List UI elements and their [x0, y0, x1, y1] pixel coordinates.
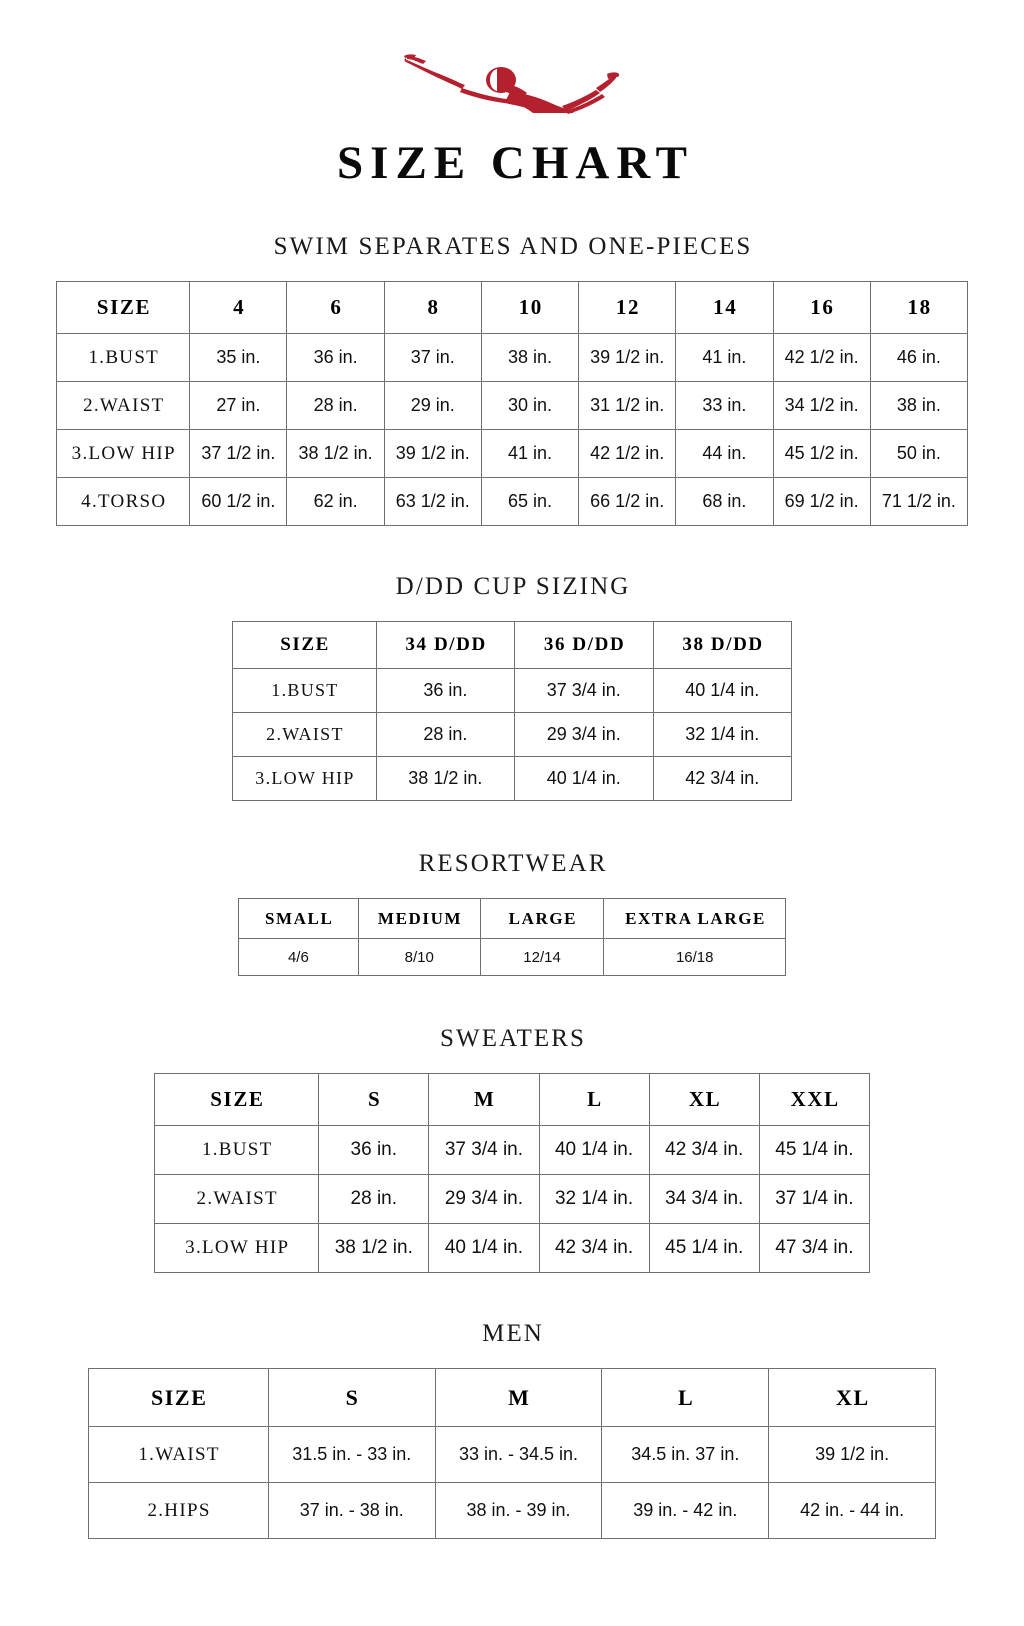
- section-heading-resort: RESORTWEAR: [418, 850, 608, 877]
- table-cell: 28 in.: [287, 382, 384, 430]
- table-cell: 33 in. - 34.5 in.: [435, 1427, 602, 1483]
- row-label: 2.WAIST: [233, 713, 377, 757]
- column-header: 38 D/DD: [653, 622, 791, 669]
- table-cell: 29 in.: [384, 382, 481, 430]
- section-heading-swim: SWIM SEPARATES AND ONE-PIECES: [273, 233, 753, 260]
- section-heading-men: MEN: [482, 1320, 544, 1347]
- table-cell: 42 3/4 in.: [649, 1126, 759, 1175]
- table-cell: 34 1/2 in.: [773, 382, 870, 430]
- column-header: 8: [384, 282, 481, 334]
- table-cell: 12/14: [480, 939, 604, 976]
- brand-logo: [382, 48, 642, 118]
- table-row: [239, 939, 786, 976]
- column-header: SIZE: [89, 1369, 269, 1427]
- table-row: [57, 430, 968, 478]
- column-header: 34 D/DD: [376, 622, 514, 669]
- column-header: L: [539, 1074, 649, 1126]
- row-label: 1.BUST: [233, 669, 377, 713]
- table-cell: 68 in.: [676, 478, 773, 526]
- table-cell: 40 1/4 in.: [653, 669, 791, 713]
- row-label: 3.LOW HIP: [233, 757, 377, 801]
- column-header: 16: [773, 282, 870, 334]
- table-cell: 32 1/4 in.: [539, 1175, 649, 1224]
- table-cell: 37 1/2 in.: [190, 430, 287, 478]
- table-cell: 27 in.: [190, 382, 287, 430]
- table-cell: 40 1/4 in.: [539, 1126, 649, 1175]
- column-header: MEDIUM: [358, 899, 480, 939]
- table-header-row: [155, 1074, 870, 1126]
- column-header: 14: [676, 282, 773, 334]
- size-table-men: [88, 1368, 936, 1539]
- table-cell: 32 1/4 in.: [653, 713, 791, 757]
- table-cell: 29 3/4 in.: [515, 713, 653, 757]
- row-label: 2.HIPS: [89, 1483, 269, 1539]
- size-table-swim: [56, 281, 968, 526]
- table-cell: 37 1/4 in.: [759, 1175, 869, 1224]
- table-cell: 66 1/2 in.: [579, 478, 676, 526]
- table-header-row: [233, 622, 792, 669]
- column-header: S: [268, 1369, 435, 1427]
- table-cell: 63 1/2 in.: [384, 478, 481, 526]
- table-cell: 8/10: [358, 939, 480, 976]
- table-cell: 30 in.: [481, 382, 578, 430]
- table-cell: 36 in.: [319, 1126, 429, 1175]
- column-header: 36 D/DD: [515, 622, 653, 669]
- column-header: 12: [579, 282, 676, 334]
- column-header: SIZE: [155, 1074, 319, 1126]
- table-cell: 31 1/2 in.: [579, 382, 676, 430]
- table-cell: 39 in. - 42 in.: [602, 1483, 769, 1539]
- table-cell: 45 1/2 in.: [773, 430, 870, 478]
- table-cell: 38 in.: [870, 382, 967, 430]
- table-cell: 47 3/4 in.: [759, 1224, 869, 1273]
- column-header: EXTRA LARGE: [604, 899, 786, 939]
- table-cell: 42 3/4 in.: [539, 1224, 649, 1273]
- table-cell: 46 in.: [870, 334, 967, 382]
- table-cell: 28 in.: [319, 1175, 429, 1224]
- table-cell: 34.5 in. 37 in.: [602, 1427, 769, 1483]
- column-header: 6: [287, 282, 384, 334]
- table-cell: 65 in.: [481, 478, 578, 526]
- column-header: SIZE: [57, 282, 190, 334]
- table-cell: 42 1/2 in.: [579, 430, 676, 478]
- table-cell: 4/6: [239, 939, 359, 976]
- table-row: [233, 757, 792, 801]
- column-header: 10: [481, 282, 578, 334]
- table-cell: 42 3/4 in.: [653, 757, 791, 801]
- table-cell: 38 1/2 in.: [376, 757, 514, 801]
- table-cell: 33 in.: [676, 382, 773, 430]
- table-cell: 40 1/4 in.: [515, 757, 653, 801]
- table-cell: 69 1/2 in.: [773, 478, 870, 526]
- table-cell: 35 in.: [190, 334, 287, 382]
- table-cell: 42 in. - 44 in.: [769, 1483, 936, 1539]
- table-cell: 37 3/4 in.: [429, 1126, 539, 1175]
- table-row: [57, 478, 968, 526]
- table-cell: 28 in.: [376, 713, 514, 757]
- row-label: 2.WAIST: [155, 1175, 319, 1224]
- column-header: 4: [190, 282, 287, 334]
- table-cell: 36 in.: [287, 334, 384, 382]
- column-header: M: [429, 1074, 539, 1126]
- page-title: SIZE CHART: [337, 137, 694, 189]
- table-row: [155, 1126, 870, 1175]
- table-cell: 71 1/2 in.: [870, 478, 967, 526]
- table-cell: 44 in.: [676, 430, 773, 478]
- table-cell: 37 3/4 in.: [515, 669, 653, 713]
- table-cell: 60 1/2 in.: [190, 478, 287, 526]
- column-header: XL: [649, 1074, 759, 1126]
- table-cell: 50 in.: [870, 430, 967, 478]
- row-label: 1.WAIST: [89, 1427, 269, 1483]
- table-cell: 34 3/4 in.: [649, 1175, 759, 1224]
- table-cell: 45 1/4 in.: [759, 1126, 869, 1175]
- size-table-resortwear: [238, 898, 786, 976]
- column-header: SIZE: [233, 622, 377, 669]
- table-header-row: [57, 282, 968, 334]
- column-header: LARGE: [480, 899, 604, 939]
- table-cell: 39 1/2 in.: [384, 430, 481, 478]
- table-cell: 37 in. - 38 in.: [268, 1483, 435, 1539]
- table-row: [233, 713, 792, 757]
- column-header: L: [602, 1369, 769, 1427]
- column-header: S: [319, 1074, 429, 1126]
- table-cell: 41 in.: [481, 430, 578, 478]
- column-header: 18: [870, 282, 967, 334]
- column-header: XL: [769, 1369, 936, 1427]
- bottom-spacer: [512, 1539, 513, 1579]
- column-header: SMALL: [239, 899, 359, 939]
- swimmer-diver-icon: [402, 52, 622, 114]
- table-row: [155, 1175, 870, 1224]
- size-table-sweaters: [154, 1073, 870, 1273]
- row-label: 4.TORSO: [57, 478, 190, 526]
- table-row: [89, 1483, 936, 1539]
- table-cell: 40 1/4 in.: [429, 1224, 539, 1273]
- row-label: 1.BUST: [57, 334, 190, 382]
- row-label: 3.LOW HIP: [155, 1224, 319, 1273]
- table-cell: 42 1/2 in.: [773, 334, 870, 382]
- column-header: XXL: [759, 1074, 869, 1126]
- table-row: [57, 382, 968, 430]
- table-cell: 39 1/2 in.: [579, 334, 676, 382]
- section-heading-ddd: D/DD CUP SIZING: [395, 573, 631, 600]
- table-cell: 62 in.: [287, 478, 384, 526]
- table-header-row: [239, 899, 786, 939]
- table-cell: 16/18: [604, 939, 786, 976]
- row-label: 2.WAIST: [57, 382, 190, 430]
- section-heading-sweaters: SWEATERS: [440, 1025, 587, 1052]
- table-cell: 38 in.: [481, 334, 578, 382]
- column-header: M: [435, 1369, 602, 1427]
- table-row: [57, 334, 968, 382]
- table-cell: 45 1/4 in.: [649, 1224, 759, 1273]
- table-cell: 38 1/2 in.: [319, 1224, 429, 1273]
- table-cell: 38 1/2 in.: [287, 430, 384, 478]
- table-cell: 29 3/4 in.: [429, 1175, 539, 1224]
- row-label: 1.BUST: [155, 1126, 319, 1175]
- row-label: 3.LOW HIP: [57, 430, 190, 478]
- table-row: [155, 1224, 870, 1273]
- table-cell: 39 1/2 in.: [769, 1427, 936, 1483]
- table-row: [89, 1427, 936, 1483]
- table-cell: 41 in.: [676, 334, 773, 382]
- table-cell: 36 in.: [376, 669, 514, 713]
- size-table-ddd: [232, 621, 792, 801]
- table-cell: 37 in.: [384, 334, 481, 382]
- table-row: [233, 669, 792, 713]
- table-cell: 31.5 in. - 33 in.: [268, 1427, 435, 1483]
- table-header-row: [89, 1369, 936, 1427]
- table-cell: 38 in. - 39 in.: [435, 1483, 602, 1539]
